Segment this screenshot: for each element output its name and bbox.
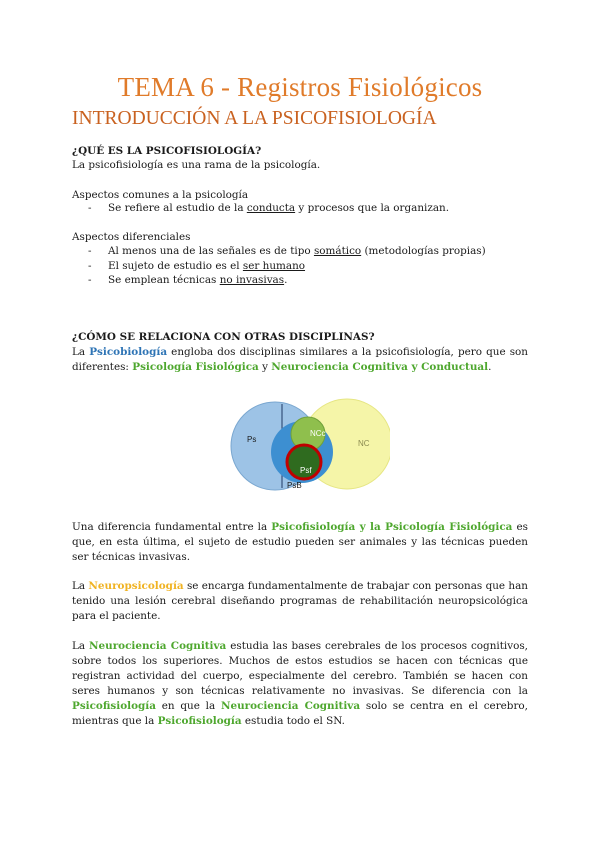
list-dash: - <box>88 274 92 286</box>
list-item: Al menos una de las señales es de tipo somático (metodologías propias) <box>108 245 486 257</box>
paragraph-neuropsicologia: La Neuropsicología se encarga fundamentalmente de trabajar con personas que han tenido una lesión cerebral diseñando programas de rehabilitación neuropsicológica para el paciente. <box>72 580 528 622</box>
list-dash: - <box>88 202 92 214</box>
list-item: El sujeto de estudio es el ser humano <box>108 260 306 272</box>
paragraph-psicobiologia: La Psicobiología engloba dos disciplinas similares a la psicofisiología, pero que son diferentes: Psicología Fisiológica y Neurociencia Cognitiva y Conductual. <box>72 346 528 373</box>
nc-label: NC <box>358 439 370 448</box>
list-dash: - <box>88 260 92 272</box>
page-title: TEMA 6 - Registros Fisiológicos <box>117 72 483 102</box>
disciplines-venn-diagram <box>230 390 390 502</box>
psb-label: PsB <box>287 481 302 490</box>
list-dash: - <box>88 245 92 257</box>
paragraph-diferencia: Una diferencia fundamental entre la Psicofisiología y la Psicología Fisiológica es que, en esta última, el sujeto de estudio pueden ser animales y las técnicas pueden ser técnicas invasivas. <box>72 521 528 563</box>
definition-text: La psicofisiología es una rama de la psicología. <box>72 159 321 171</box>
section-subtitle: INTRODUCCIÓN A LA PSICOFISIOLOGÍA <box>72 108 437 129</box>
common-aspects-title: Aspectos comunes a la psicología <box>72 189 249 201</box>
list-item: Se refiere al estudio de la conducta y procesos que la organizan. <box>108 202 450 214</box>
ps-label: Ps <box>247 435 257 444</box>
psf-label: Psf <box>300 466 312 475</box>
ncc-label: NCc <box>310 429 326 438</box>
paragraph-neurociencia: La Neurociencia Cognitiva estudia las bases cerebrales de los procesos cognitivos, sobre todos los superiores. Muchos de estos estudios se hacen con técnicas que registran actividad del cuerpo, especialmente del cerebro. También se hacen con seres humanos y son técnicas relativamente no invasivas. Se diferencia con la Psicofisiología en que la Neurociencia Cognitiva solo se centra en el cerebro, mientras que la Psicofisiología estudia todo el SN. <box>72 640 528 727</box>
diff-aspects-title: Aspectos diferenciales <box>72 231 191 243</box>
list-item: Se emplean técnicas no invasivas. <box>108 274 288 286</box>
heading-disciplines: ¿CÓMO SE RELACIONA CON OTRAS DISCIPLINAS? <box>72 331 375 343</box>
heading-what-is: ¿QUÉ ES LA PSICOFISIOLOGÍA? <box>72 145 262 157</box>
